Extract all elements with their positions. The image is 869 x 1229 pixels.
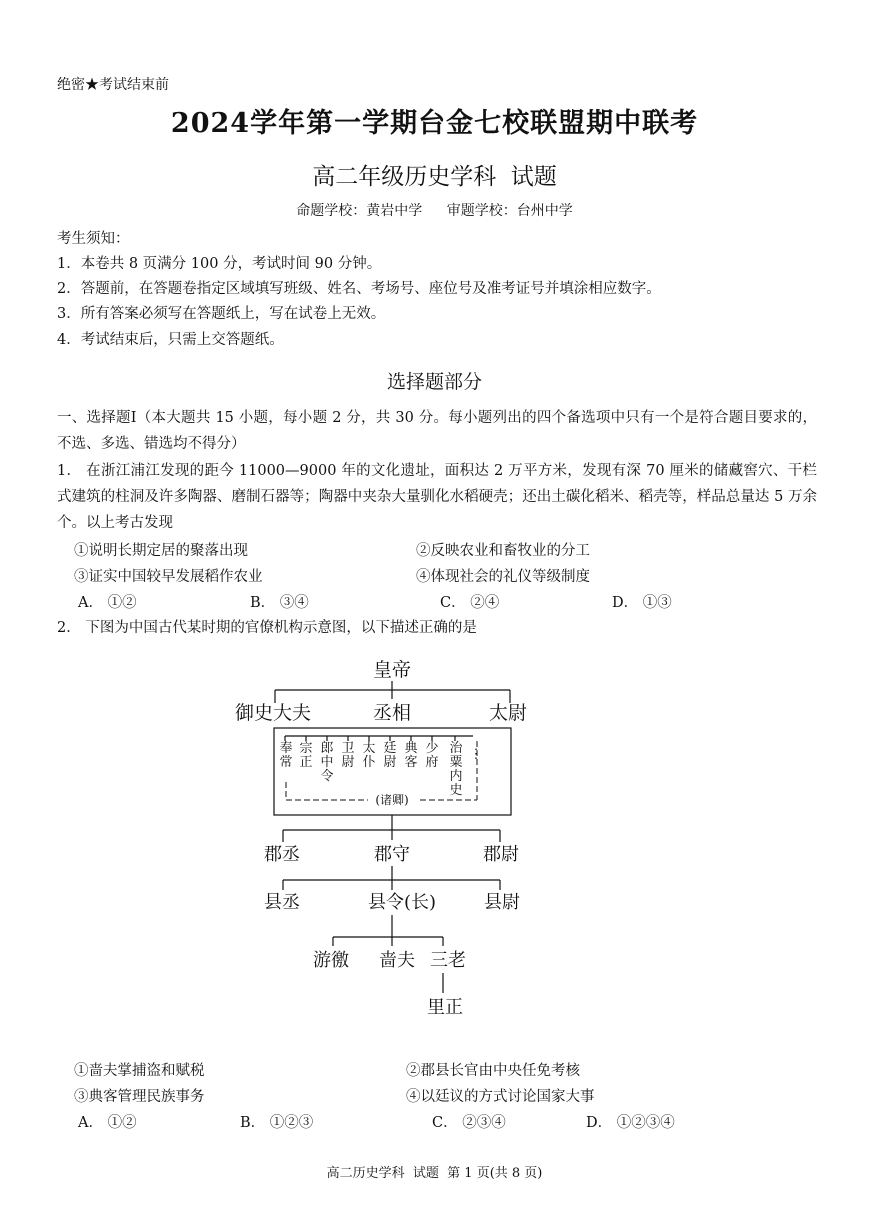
setter-school: 命题学校：黄岩中学 [296,203,423,219]
notice-heading: 考生须知： [57,231,130,247]
node-emperor: 皇帝 [372,659,412,681]
node-minister: 治粟内史 [449,741,463,798]
q1-option-d[interactable]: D． ①③ [612,595,672,611]
q2-statement-2: ②郡县长官由中央任免考核 [406,1063,580,1079]
node-zhuqing: (诸卿) [375,793,409,807]
node-minister: 卫尉 [341,741,355,770]
node-juncheng: 郡丞 [264,844,300,865]
node-yushi-dafu: 御史大夫 [234,702,312,724]
q2-statement-3: ③典客管理民族事务 [74,1089,205,1105]
q2-option-c[interactable]: C． ②③④ [432,1115,506,1131]
node-minister: 宗正 [299,741,313,770]
q1-statement-3: ③证实中国较早发展稻作农业 [74,569,263,585]
node-minister: 太仆 [362,741,376,770]
notice-item: 1．本卷共 8 页满分 100 分，考试时间 90 分钟。 [57,256,382,272]
q1-statement-2: ②反映农业和畜牧业的分工 [416,543,590,559]
page-footer: 高二历史学科 试题 第 1 页(共 8 页) [326,1166,543,1181]
node-sanlao: 三老 [430,950,466,971]
q1-option-c[interactable]: C． ②④ [440,595,500,611]
q1-option-b[interactable]: B． ③④ [250,595,309,611]
q2-option-d[interactable]: D． ①②③④ [586,1115,675,1131]
node-lizheng: 里正 [427,997,463,1018]
node-youjiao: 游徼 [313,950,349,971]
q2-stem: 2． 下图为中国古代某时期的官僚机构示意图，以下描述正确的是 [57,620,477,636]
confidential-mark: 绝密★考试结束前 [57,77,169,93]
q2-option-a[interactable]: A． ①② [78,1115,137,1131]
node-more-ministers: ⋮ [469,747,483,762]
node-taiwei: 太尉 [488,702,528,724]
notice-item: 2．答题前，在答题卷指定区域填写班级、姓名、考场号、座位号及准考证号并填涂相应数字。 [57,281,661,297]
q1-statement-1: ①说明长期定居的聚落出现 [74,543,248,559]
node-minister: 郎中令 [320,741,334,784]
part1-intro: 一、选择题Ⅰ（本大题共 15 小题，每小题 2 分，共 30 分。每小题列出的四个备选项中只有一个是符合题目要求的，不选、多选、错选均不得分） [57,410,817,452]
q1-statement-4: ④体现社会的礼仪等级制度 [416,569,590,585]
exam-subtitle: 高二年级历史学科 试题 [312,164,557,190]
q2-option-b[interactable]: B． ①②③ [240,1115,314,1131]
exam-title: 2024学年第一学期台金七校联盟期中联考 [170,108,699,139]
notice-item: 4．考试结束后，只需上交答题纸。 [57,332,284,348]
node-minister: 典客 [404,741,418,770]
node-sefu: 啬夫 [379,950,415,971]
node-minister: 少府 [425,741,439,770]
q2-statement-4: ④以廷议的方式讨论国家大事 [406,1089,595,1105]
node-minister: 廷尉 [383,741,397,770]
q2-statement-1: ①啬夫掌捕盗和赋税 [74,1063,205,1079]
q1-option-a[interactable]: A． ①② [78,595,137,611]
node-minister: 奉常 [279,741,293,770]
node-junwei: 郡尉 [483,844,519,865]
node-xiancheng: 县丞 [264,892,300,913]
reviewer-school: 审题学校：台州中学 [446,203,573,219]
node-junshou: 郡守 [374,844,410,865]
node-chengxiang: 丞相 [372,702,412,724]
q1-stem: 1． 在浙江浦江发现的距今 11000—9000 年的文化遗址，面积达 2 万平方米，发现有深 70 厘米的储藏窖穴、干栏式建筑的柱洞及许多陶器、磨制石器等；陶器中夹杂大量驯化水稻硬壳；还出土碳化稻米、稻壳等，样品总量达 5 万余个。以上考古发现 [57,463,817,531]
section-title: 选择题部分 [386,371,482,393]
notice-item: 3．所有答案必须写在答题纸上，写在试卷上无效。 [57,306,386,322]
node-xianwei: 县尉 [484,892,520,913]
node-xianling: 县令(长) [367,892,437,913]
